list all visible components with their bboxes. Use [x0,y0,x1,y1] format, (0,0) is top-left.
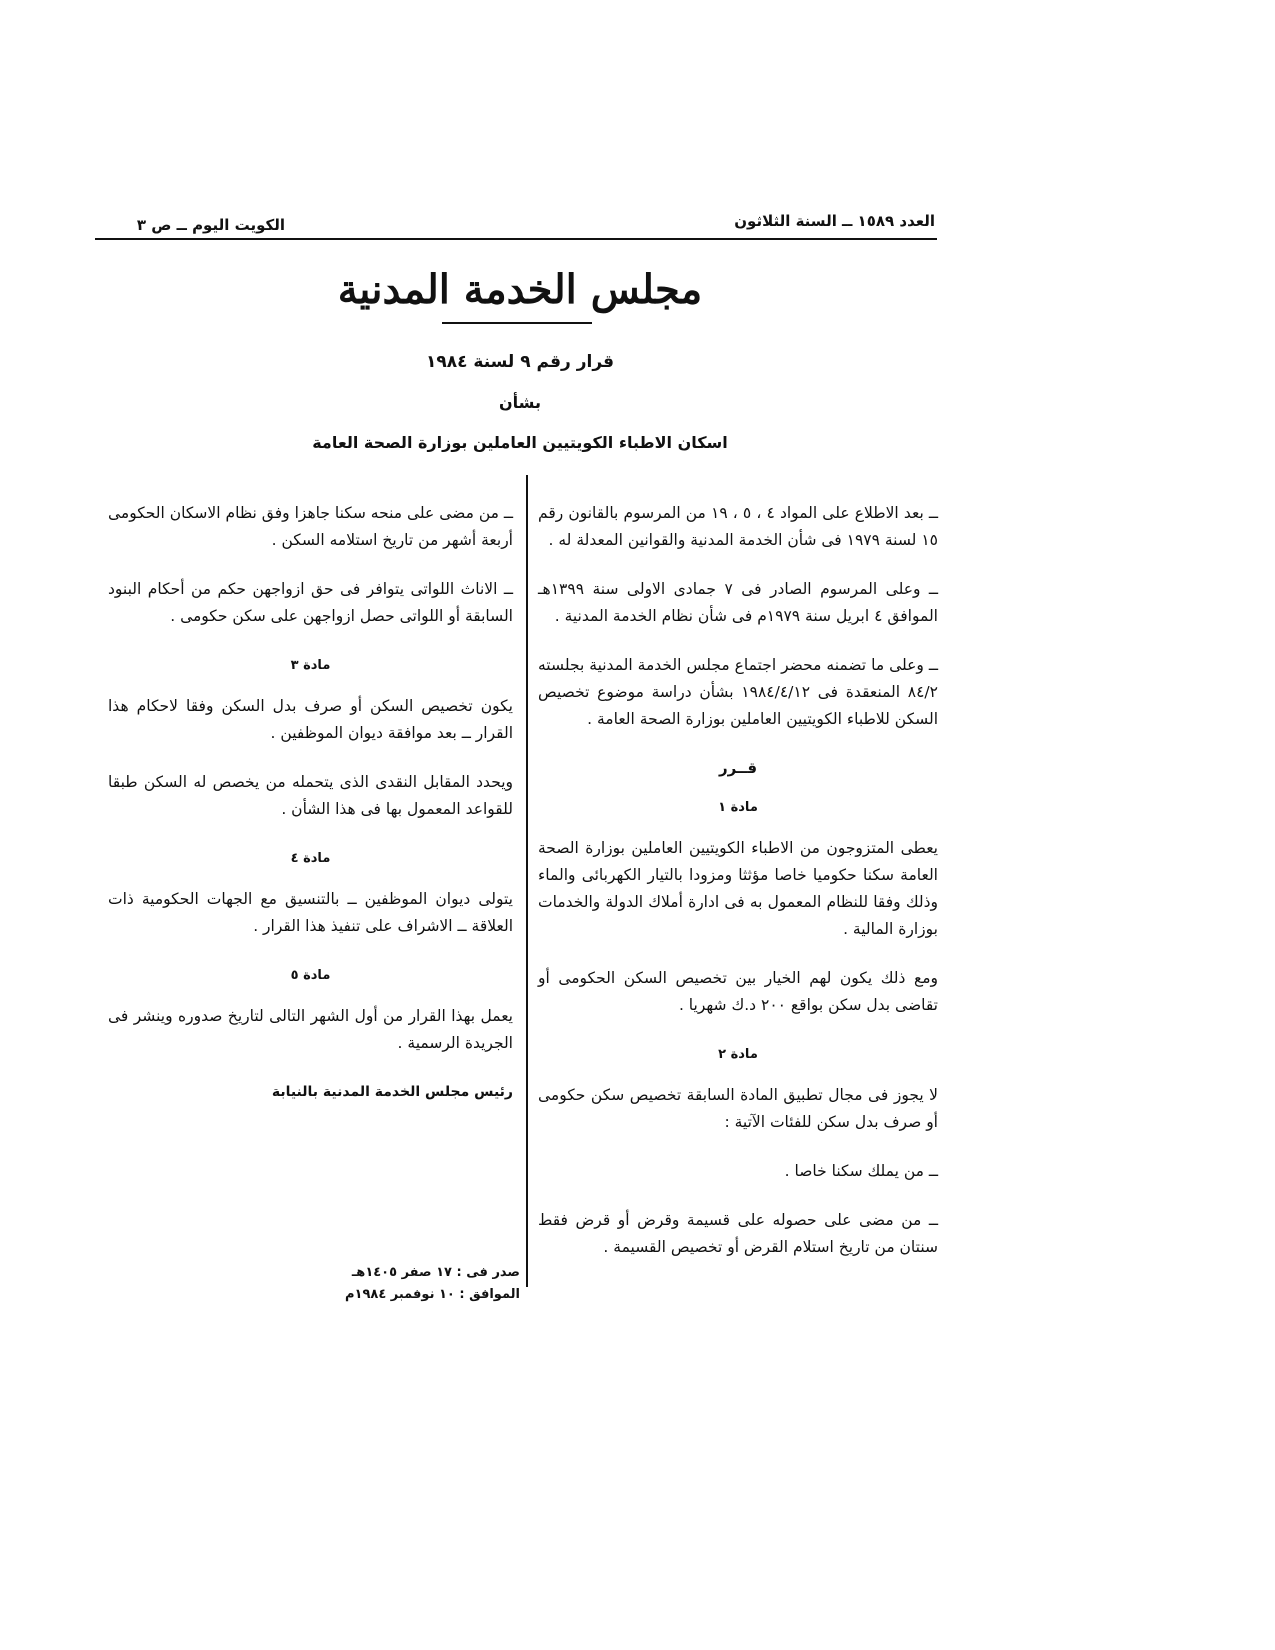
article-paragraph: ــ من يملك سكنا خاصا . [784,1162,938,1180]
decision-regarding: بشأن [499,393,541,412]
article-paragraph: ــ من مضى على منحه سكنا جاهزا وفق نظام الاسكان الحكومى أربعة أشهر من تاريخ استلامه السكن . [108,504,513,549]
issue-info: العدد ١٥٨٩ ــ السنة الثلاثون [734,212,935,230]
preamble-paragraph: ــ وعلى المرسوم الصادر فى ٧ جمادى الاولى سنة ١٣٩٩هـ الموافق ٤ ابريل سنة ١٩٧٩م فى شأن نظام الخدمة المدنية . [538,580,938,625]
article-paragraph: يعطى المتزوجون من الاطباء الكويتيين العاملين بوزارة الصحة العامة سكنا حكوميا خاصا مؤثثا ومزودا بالتيار الكهربائى والماء وذلك وفقا للنظام المعمول به فى ادارة أملاك الدولة والخدمات بوزارة المالية . [538,839,938,938]
masthead-rule [442,322,592,324]
article-paragraph: يتولى ديوان الموظفين ــ بالتنسيق مع الجهات الحكومية ذات العلاقة ــ الاشراف على تنفيذ هذا القرار . [108,890,513,935]
resolved-heading: قــرر [718,759,758,777]
article-heading: مادة ٢ [718,1047,758,1062]
article-paragraph: ــ من مضى على حصوله على قسيمة وقرض أو قرض فقط سنتان من تاريخ استلام القرض أو تخصيص القسيمة . [538,1211,938,1256]
decision-title: قرار رقم ٩ لسنة ١٩٨٤ [425,352,615,372]
issue-date-hijri: صدر فى : ١٧ صفر ١٤٠٥هـ [351,1265,520,1280]
signature-line: رئيس مجلس الخدمة المدنية بالنيابة [271,1084,513,1100]
column-divider [526,475,528,1287]
article-paragraph: يعمل بهذا القرار من أول الشهر التالى لتاريخ صدوره وينشر فى الجريدة الرسمية . [108,1007,513,1052]
article-paragraph: ــ الاناث اللواتى يتوافر فى حق ازواجهن حكم من أحكام البنود السابقة أو اللواتى حصل ازواجهن على سكن حكومى . [108,580,513,625]
decision-subject: اسكان الاطباء الكويتيين العاملين بوزارة الصحة العامة [312,433,728,452]
article-paragraph: لا يجوز فى مجال تطبيق المادة السابقة تخصيص سكن حكومى أو صرف بدل سكن للفئات الآتية : [538,1086,938,1131]
article-heading: مادة ١ [718,800,758,815]
header-rule [95,238,937,240]
right-column [538,500,938,1283]
article-heading: مادة ٣ [290,658,331,673]
article-paragraph: ويحدد المقابل النقدى الذى يتحمله من يخصص له السكن طبقا للقواعد المعمول بها فى هذا الشأن . [108,773,513,818]
article-heading: مادة ٥ [290,968,331,983]
left-column [108,500,513,1106]
preamble-paragraph: ــ وعلى ما تضمنه محضر اجتماع مجلس الخدمة المدنية بجلسته ٨٤/٢ المنعقدة فى ١٩٨٤/٤/١٢ بشأن دراسة موضوع تخصيص السكن للاطباء الكويتيين العاملين بوزارة الصحة العامة . [538,656,938,728]
preamble-paragraph: ــ بعد الاطلاع على المواد ٤ ، ٥ ، ١٩ من المرسوم بالقانون رقم ١٥ لسنة ١٩٧٩ فى شأن الخدمة المدنية والقوانين المعدلة له . [538,504,938,549]
issue-date [330,1262,520,1306]
article-heading: مادة ٤ [290,851,331,866]
paper-name: الكويت اليوم ــ ص ٣ [136,216,285,234]
issue-date-gregorian: الموافق : ١٠ نوفمبر ١٩٨٤م [344,1287,520,1302]
article-paragraph: ومع ذلك يكون لهم الخيار بين تخصيص السكن الحكومى أو تقاضى بدل سكن بواقع ٢٠٠ د.ك شهريا . [538,969,938,1014]
masthead-title: مجلس الخدمة المدنية [337,266,703,313]
article-paragraph: يكون تخصيص السكن أو صرف بدل السكن وفقا لاحكام هذا القرار ــ بعد موافقة ديوان الموظفين . [108,697,513,742]
